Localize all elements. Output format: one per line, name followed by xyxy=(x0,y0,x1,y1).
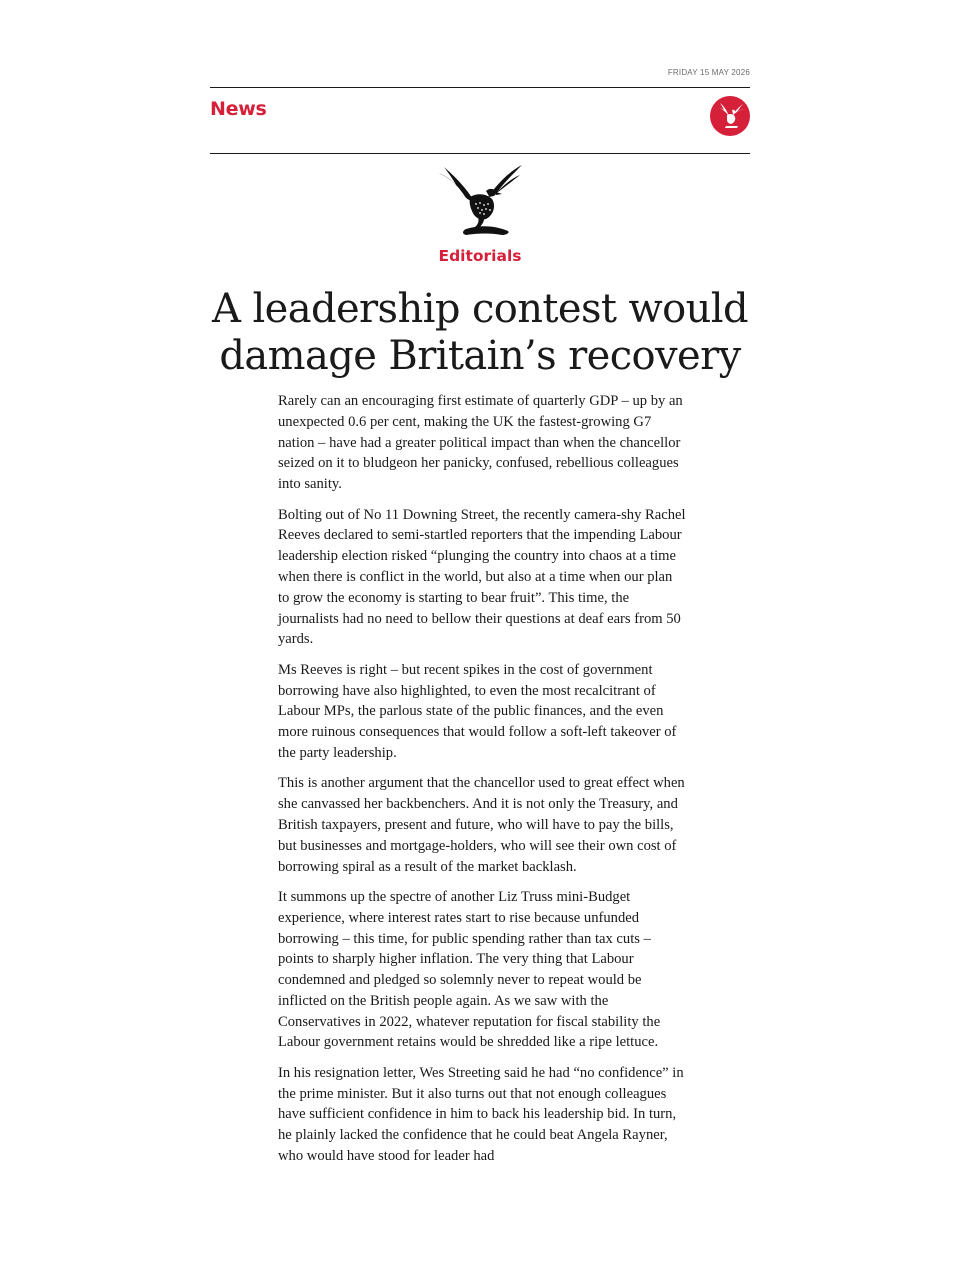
headline-line-2: damage Britain’s recovery xyxy=(219,333,741,379)
body-paragraph-2: Bolting out of No 11 Downing Street, the recently camera-shy Rachel Reeves declared to semi-startled reporters that the impending Labour leadership election risked “plunging the country into chaos at a time when there is conflict in the world, but also at a time when our plan to grow the economy is starting to bear fruit”. This time, the journalists had no need to bellow their questions at deaf ears from 50 yards. xyxy=(278,506,686,648)
header-top-rule xyxy=(210,87,750,88)
issue-date: FRIDAY 15 MAY 2026 xyxy=(667,68,750,77)
body-paragraph-3: Ms Reeves is right – but recent spikes in the cost of government borrowing have also highlighted, to even the most recalcitrant of Labour MPs, the parlous state of the public finances, and the even more ruinous consequences that would follow a soft-left takeover of the party leadership. xyxy=(278,661,677,761)
header-bottom-rule xyxy=(210,153,750,154)
eagle-logo-icon[interactable] xyxy=(710,96,750,136)
article-kicker[interactable]: Editorials xyxy=(438,247,522,265)
article-headline xyxy=(180,286,780,380)
body-paragraph-4: This is another argument that the chancellor used to great effect when she canvassed her backbenchers. And it is not only the Treasury, and British taxpayers, present and future, who will have to pay the bills, but businesses and mortgage-holders, who will see their own cost of borrowing spiral as a result of the market backlash. xyxy=(278,775,685,875)
section-label[interactable]: News xyxy=(210,98,267,120)
eagle-emblem-icon xyxy=(436,161,524,241)
body-paragraph-1: Rarely can an encouraging first estimate of quarterly GDP – up by an unexpected 0.6 per cent, making the UK the fastest-growing G7 nation – have had a greater political impact than when the chancellor seized on it to bludgeon her panicky, confused, rebellious colleagues into sanity. xyxy=(278,393,683,493)
body-paragraph-5: It summons up the spectre of another Liz Truss mini-Budget experience, where interest rates start to rise because unfunded borrowing – this time, for public spending rather than tax cuts – points to sharply higher inflation. The very thing that Labour condemned and pledged so solemnly never to repeat would be inflicted on the British people again. As we saw with the Conservatives in 2022, whatever reputation for fiscal stability the Labour government retains would be shredded like a ripe lettuce. xyxy=(278,888,661,1051)
article-body xyxy=(278,391,686,1176)
body-paragraph-6: In his resignation letter, Wes Streeting said he had “no confidence” in the prime minister. But it also turns out that not enough colleagues have sufficient confidence in him to back his leadership bid. In turn, he plainly lacked the confidence that he could beat Angela Rayner, who would have stood for leader had xyxy=(278,1064,684,1165)
headline-line-1: A leadership contest would xyxy=(212,286,748,332)
